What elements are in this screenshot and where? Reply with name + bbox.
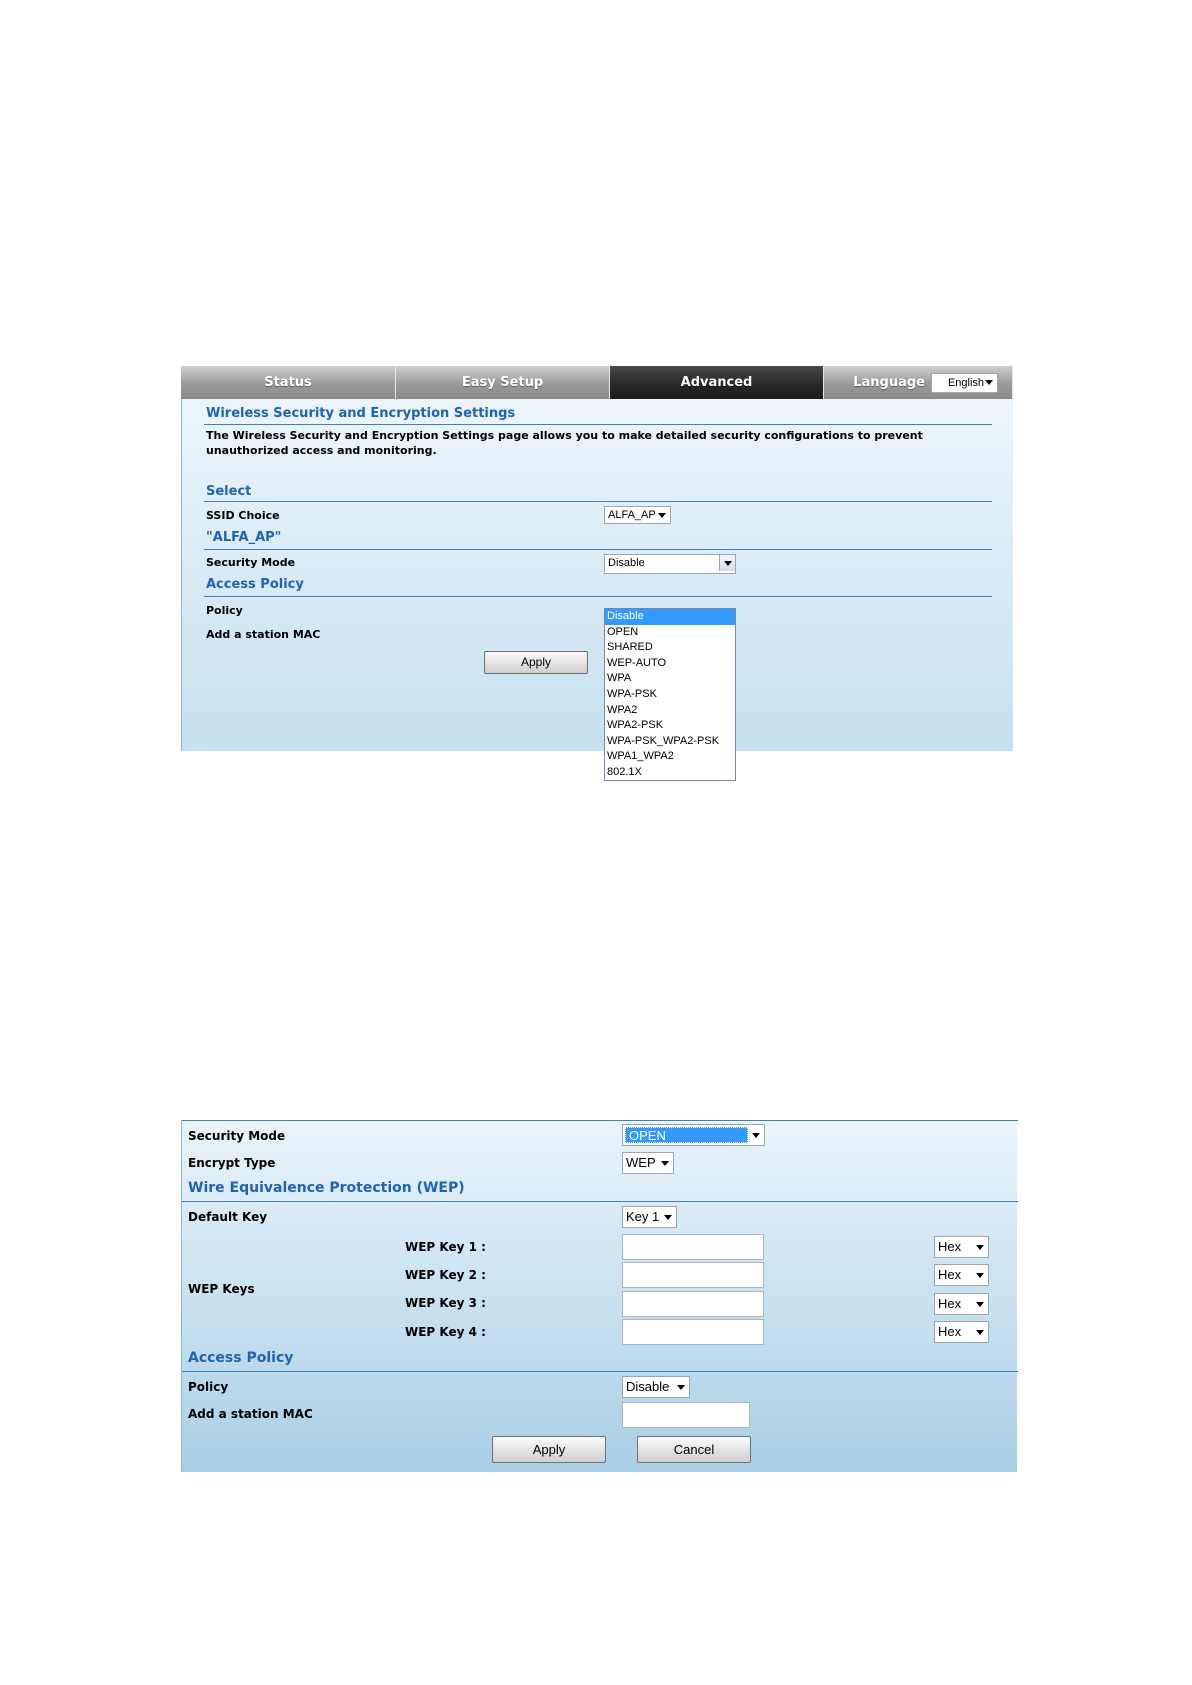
security-mode-select[interactable] (622, 1124, 765, 1146)
option-wpa1-wpa2[interactable]: WPA1_WPA2 (607, 750, 674, 763)
chevron-down-icon (677, 1385, 685, 1390)
divider (182, 1201, 1018, 1202)
settings-panel (181, 399, 1013, 778)
wep-key-4-format-select[interactable] (934, 1321, 989, 1343)
add-station-mac-label: Add a station MAC (188, 1407, 313, 1421)
ssid-choice-label: SSID Choice (206, 509, 280, 522)
divider (182, 1120, 1018, 1121)
option-disable[interactable]: Disable (605, 609, 735, 625)
divider (204, 596, 992, 597)
wep-key-3-format-select[interactable] (934, 1293, 989, 1315)
option-wep-auto[interactable]: WEP-AUTO (607, 656, 667, 669)
wep-key-1-format-select[interactable] (934, 1236, 989, 1258)
default-key-label: Default Key (188, 1210, 268, 1224)
option-open[interactable]: OPEN (607, 625, 639, 638)
option-wpa2[interactable]: WPA2 (607, 703, 638, 716)
encrypt-type-value: WEP (626, 1155, 656, 1170)
select-section-title: Select (206, 484, 252, 499)
language-area (824, 366, 1013, 399)
tab-easy-setup[interactable]: Easy Setup (396, 366, 610, 399)
top-nav (181, 366, 1013, 399)
screenshot-security-mode-dropdown (181, 366, 1013, 778)
page-title: Wireless Security and Encryption Settings (206, 406, 516, 421)
option-wpa-psk[interactable]: WPA-PSK (607, 687, 657, 700)
screenshot-wep-settings (181, 1120, 1017, 1472)
wep-keys-label: WEP Keys (188, 1282, 255, 1296)
chevron-down-icon (661, 1161, 669, 1166)
page-description: The Wireless Security and Encryption Settings page allows you to make detailed security configurations to prevent unauthorized access and monitoring. (206, 429, 923, 457)
access-policy-section-title: Access Policy (206, 577, 304, 592)
language-select[interactable] (931, 373, 998, 393)
chevron-down-icon (976, 1302, 984, 1307)
chevron-down-icon (976, 1330, 984, 1335)
wep-key-2-format-select[interactable] (934, 1264, 989, 1286)
option-802-1x[interactable]: 802.1X (607, 765, 642, 778)
tab-status[interactable]: Status (181, 366, 396, 399)
divider (204, 501, 992, 502)
wep-key-4-input[interactable] (622, 1319, 764, 1345)
add-station-mac-label: Add a station MAC (206, 628, 321, 641)
security-mode-label: Security Mode (206, 556, 296, 569)
policy-value: Disable (626, 1379, 670, 1394)
wep-key-3-label: WEP Key 3 : (405, 1296, 486, 1310)
divider (182, 1371, 1018, 1372)
station-mac-input[interactable] (622, 1402, 750, 1428)
security-mode-select[interactable] (604, 554, 736, 574)
dropdown-button[interactable] (719, 555, 735, 571)
wep-key-2-input[interactable] (622, 1262, 764, 1288)
wep-key-2-label: WEP Key 2 : (405, 1268, 486, 1282)
chevron-down-icon (985, 380, 993, 385)
access-policy-section-title: Access Policy (188, 1350, 294, 1366)
policy-label: Policy (206, 604, 243, 617)
policy-select[interactable] (622, 1376, 690, 1398)
chevron-down-icon (658, 513, 666, 518)
wep-key-3-format-value: Hex (938, 1296, 962, 1311)
tab-advanced[interactable]: Advanced (610, 366, 824, 399)
apply-button[interactable]: Apply (484, 651, 588, 674)
wep-key-4-format-value: Hex (938, 1324, 962, 1339)
ssid-name-title: "ALFA_AP" (206, 530, 282, 545)
divider (204, 549, 992, 550)
wep-section-title: Wire Equivalence Protection (WEP) (188, 1180, 465, 1196)
chevron-down-icon (752, 1133, 760, 1138)
wep-key-2-format-value: Hex (938, 1267, 962, 1282)
language-label: Language (853, 375, 925, 390)
security-mode-label: Security Mode (188, 1129, 286, 1143)
wep-key-1-input[interactable] (622, 1234, 764, 1260)
encrypt-type-select[interactable] (622, 1152, 674, 1174)
divider (204, 424, 992, 425)
encrypt-type-label: Encrypt Type (188, 1156, 276, 1170)
policy-label: Policy (188, 1380, 229, 1394)
cancel-button[interactable]: Cancel (637, 1436, 751, 1463)
default-key-select[interactable] (622, 1206, 677, 1228)
option-wpa[interactable]: WPA (607, 672, 632, 685)
security-mode-value: OPEN (625, 1127, 748, 1143)
wep-key-4-label: WEP Key 4 : (405, 1325, 486, 1339)
chevron-down-icon (976, 1245, 984, 1250)
chevron-down-icon (664, 1215, 672, 1220)
option-wpa-psk-wpa2-psk[interactable]: WPA-PSK_WPA2-PSK (607, 734, 720, 747)
option-shared[interactable]: SHARED (607, 641, 653, 654)
language-select-value: English (947, 376, 985, 389)
chevron-down-icon (976, 1273, 984, 1278)
ssid-choice-value: ALFA_AP (608, 509, 656, 521)
option-wpa2-psk[interactable]: WPA2-PSK (607, 719, 664, 732)
ssid-choice-select[interactable] (604, 506, 671, 524)
default-key-value: Key 1 (626, 1209, 660, 1224)
wep-key-3-input[interactable] (622, 1291, 764, 1317)
security-mode-value: Disable (608, 557, 645, 569)
wep-key-1-label: WEP Key 1 : (405, 1240, 486, 1254)
wep-key-1-format-value: Hex (938, 1239, 962, 1254)
chevron-down-icon (724, 561, 732, 566)
apply-button[interactable]: Apply (492, 1436, 606, 1463)
security-mode-dropdown-list (604, 608, 736, 781)
